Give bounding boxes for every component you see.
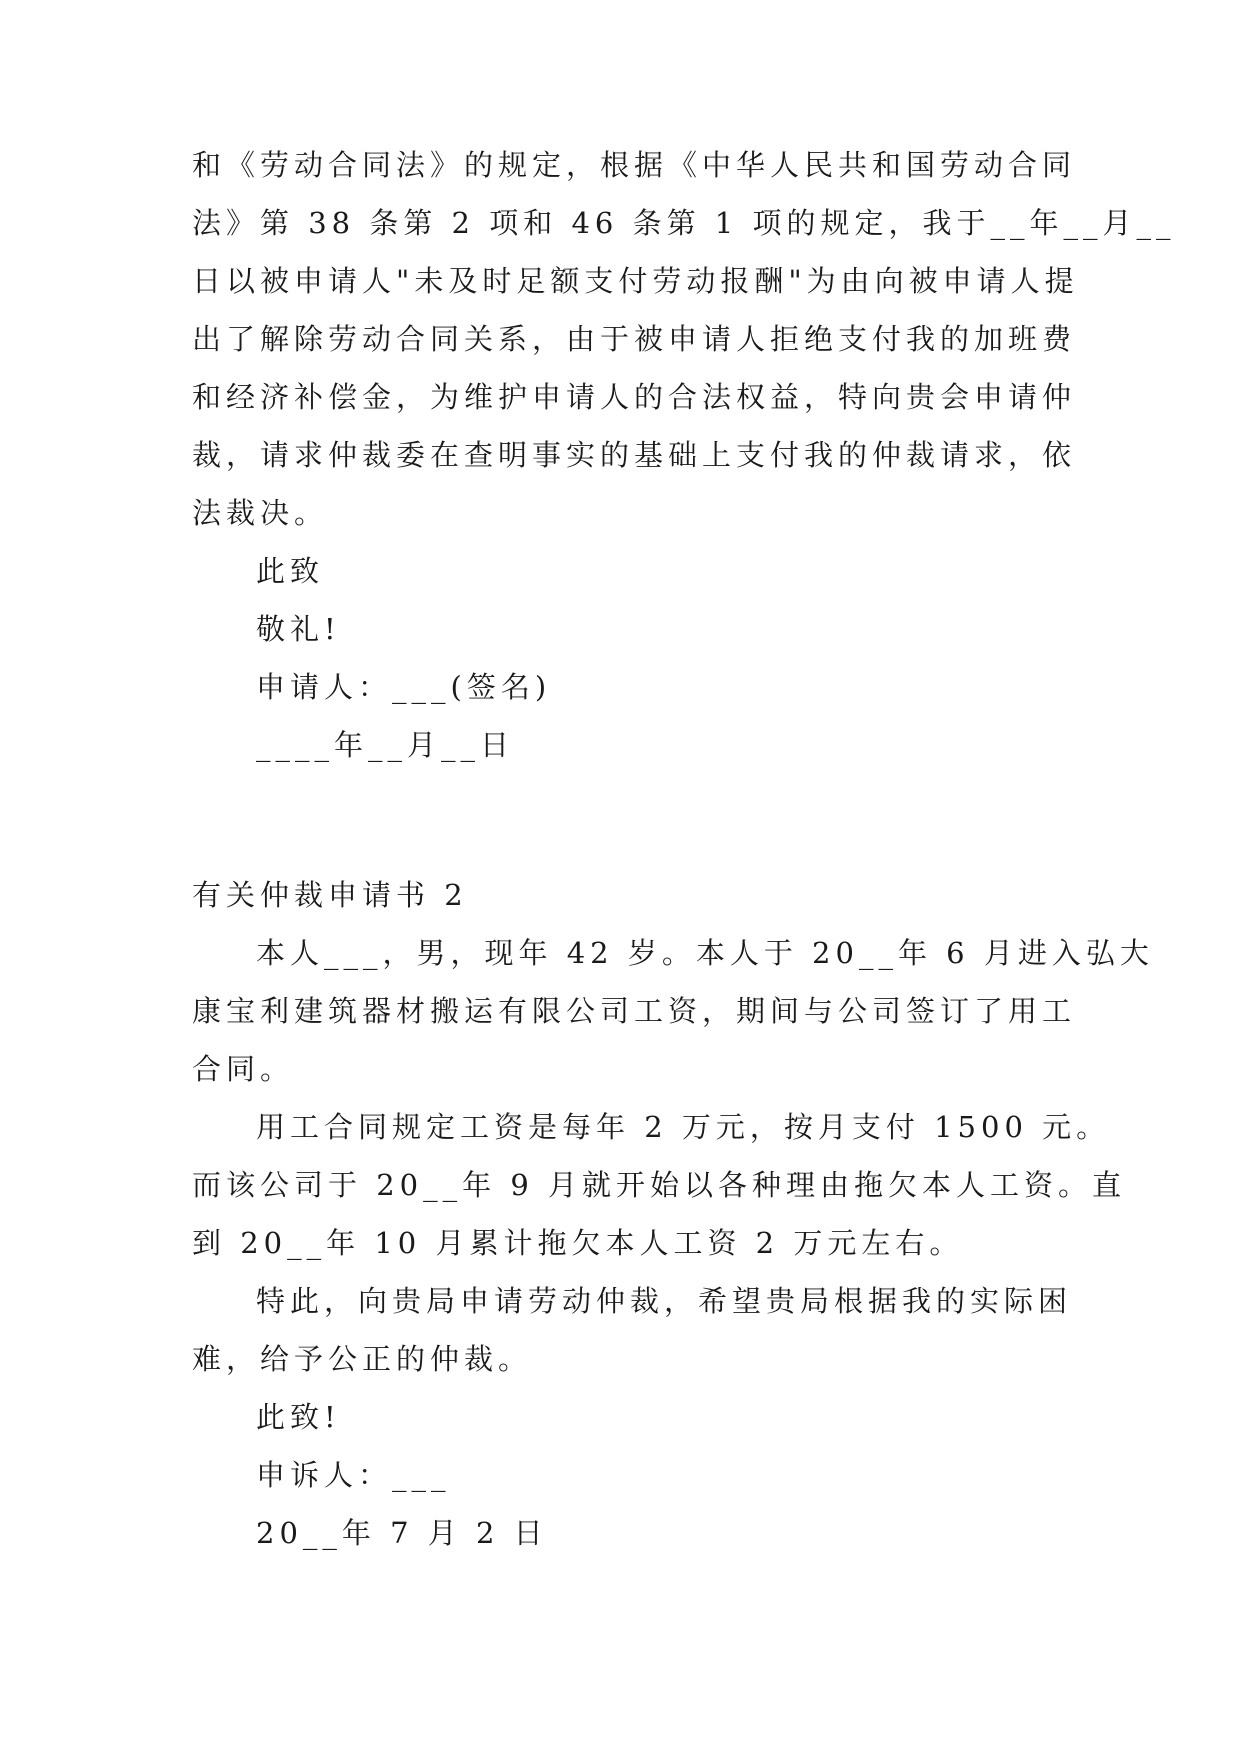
section1-body [192,136,1176,774]
body-line: 和经济补偿金，为维护申请人的合法权益，特向贵会申请仲 [192,380,1077,414]
body-line: 康宝利建筑器材搬运有限公司工资，期间与公司签订了用工 [192,994,1077,1028]
body-line: 日以被申请人"未及时足额支付劳动报酬"为由向被申请人提 [192,264,1079,298]
body-line: 出了解除劳动合同关系，由于被申请人拒绝支付我的加班费 [192,322,1077,356]
body-line: 合同。 [192,1052,295,1086]
body-line: 特此，向贵局申请劳动仲裁，希望贵局根据我的实际困 [256,1284,1073,1318]
body-line: 法裁决。 [192,496,329,530]
date-line: 20__年 7 月 2 日 [256,1516,548,1550]
body-line: 法》第 38 条第 2 项和 46 条第 1 项的规定，我于__年__月__ [192,206,1176,240]
section-title: 有关仲裁申请书 2 [192,878,468,912]
body-line: 用工合同规定工资是每年 2 万元，按月支付 1500 元。 [256,1110,1111,1144]
body-line: 裁，请求仲裁委在查明事实的基础上支付我的仲裁请求，依 [192,438,1077,472]
date-line: ____年__月__日 [256,728,515,762]
body-line: 本人___，男，现年 42 岁。本人于 20__年 6 月进入弘大 [256,936,1154,970]
body-line: 难，给予公正的仲裁。 [192,1342,533,1376]
body-line: 而该公司于 20__年 9 月就开始以各种理由拖欠本人工资。直 [192,1168,1127,1202]
closing-text: 此致 [256,554,325,588]
body-line: 和《劳动合同法》的规定，根据《中华人民共和国劳动合同 [192,148,1077,182]
salute-text: 敬礼! [256,612,341,646]
complainant-signature: 申诉人：___ [256,1458,451,1492]
applicant-signature: 申请人：___(签名) [256,670,552,704]
body-line: 到 20__年 10 月累计拖欠本人工资 2 万元左右。 [192,1226,964,1260]
closing-text: 此致! [256,1400,341,1434]
section2-body [192,866,1154,1562]
